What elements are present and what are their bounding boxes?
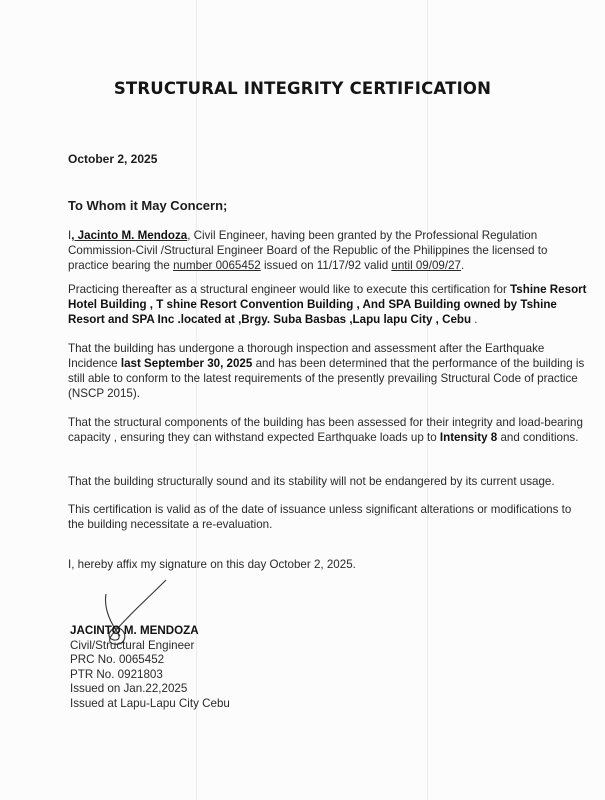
paragraph-affix-signature: I, hereby affix my signature on this day October 2, 2025. <box>68 558 356 571</box>
license-number: number 0065452 <box>173 259 261 272</box>
text: , Civil Engineer, having been granted by the Professional Regulation Commission-Civil /Structural Engineer Board of the Republic of the Philippines the licensed to practice bearing the <box>68 229 548 272</box>
paragraph-inspection <box>68 341 588 401</box>
text: Practicing thereafter as a structural engineer would like to execute this certification for <box>68 283 511 296</box>
paragraph-credentials <box>68 228 588 273</box>
text: That the building has undergone a thorough inspection and assessment after the Earthquake Incidence <box>68 342 545 370</box>
intensity-level: Intensity 8 <box>439 431 498 444</box>
engineer-name: , Jacinto M. Mendoza <box>71 229 188 242</box>
prc-number: PRC No. 0065452 <box>70 653 165 667</box>
issued-at: Issued at Lapu-Lapu City Cebu <box>70 696 230 710</box>
text: issued on 11/17/92 valid <box>260 259 392 272</box>
earthquake-date: last September 30, 2025 <box>120 357 253 370</box>
text: and conditions. <box>497 431 579 444</box>
buildings-list: Tshine Resort Hotel Building , T shine Resort Convention Building , And SPA Building owned by Tshine Resort and SPA Inc .located at ,Brgy. Suba Basbas ,Lapu lapu City , Cebu <box>68 283 587 326</box>
salutation: To Whom it May Concern; <box>68 198 228 213</box>
issued-on: Issued on Jan.22,2025 <box>70 682 188 696</box>
license-valid-until: until 09/09/27 <box>391 259 461 272</box>
text: and has been determined that the performance of the building is still able to conform to the latest requirements of the presently prevailing Structural Code of practice (NSCP 2015). <box>68 357 585 400</box>
signatory-title: Civil/Structural Engineer <box>70 638 195 652</box>
paragraph-load-capacity <box>68 415 588 445</box>
text: That the structural components of the building has been assessed for their integrity and load-bearing capacity , ensuring they can withstand expected Earthquake loads up to <box>68 416 583 444</box>
document-title: STRUCTURAL INTEGRITY CERTIFICATION <box>113 79 492 98</box>
paragraph-stability: That the building structurally sound and its stability will not be endangered by its current usage. <box>68 475 555 488</box>
text: . <box>471 313 478 326</box>
paragraph-buildings <box>68 282 588 327</box>
paragraph-validity: This certification is valid as of the date of issuance unless significant alterations or modifications to the building necessitate a re-evaluation. <box>68 503 572 531</box>
document-date: October 2, 2025 <box>68 152 158 166</box>
ptr-number: PTR No. 0921803 <box>70 667 163 681</box>
text: . <box>461 259 465 272</box>
signatory-name: JACINTO M. MENDOZA <box>70 624 199 637</box>
signatory-block <box>70 624 230 712</box>
text: I <box>68 229 72 242</box>
